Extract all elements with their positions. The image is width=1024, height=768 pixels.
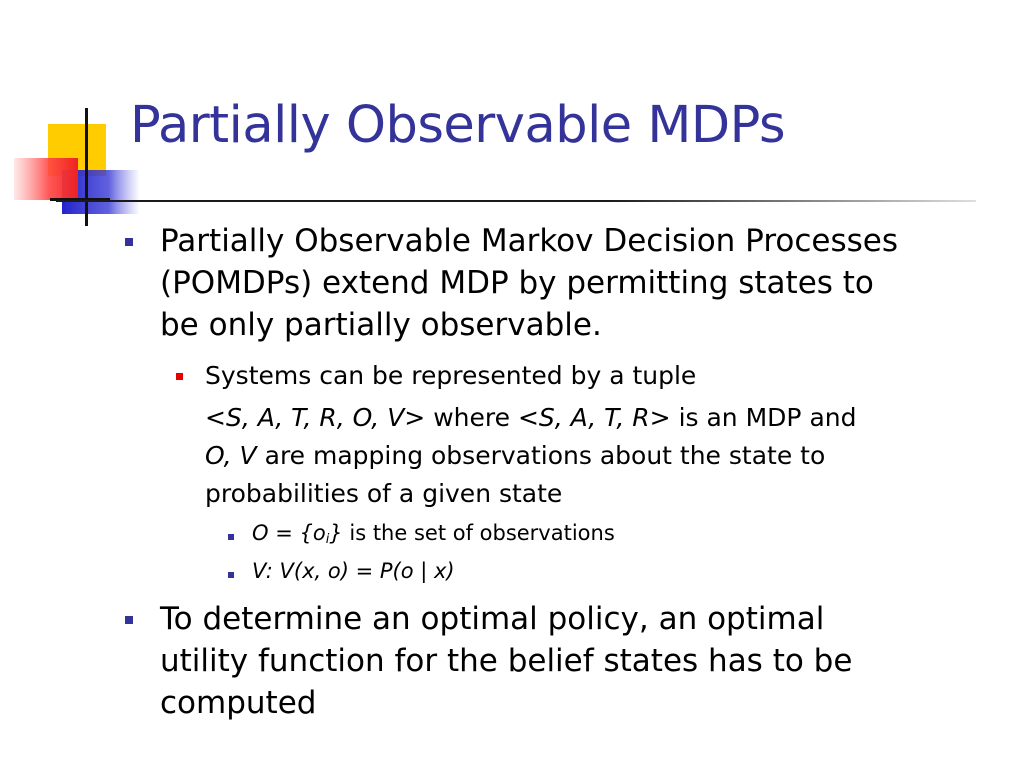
sub-bullet-1-line-3 xyxy=(205,436,825,476)
is-an-mdp-text: is an MDP and xyxy=(670,403,857,432)
observation-set-expression: $O = \{o_i\}$ xyxy=(252,521,343,547)
bullet-marker xyxy=(125,238,133,246)
slide-title: Partially Observable MDPs xyxy=(130,96,786,155)
sub-bullet-marker xyxy=(176,373,183,380)
bullet-1-line-1: Partially Observable Markov Decision Processes xyxy=(160,223,898,259)
bullet-2-line-2: utility function for the belief states has to be xyxy=(160,643,853,679)
title-underline xyxy=(56,200,976,202)
where-word: where xyxy=(425,403,518,432)
sub-sub-bullet-marker xyxy=(228,572,234,578)
mapping-text: are mapping observations about the state to xyxy=(256,441,826,470)
mdp-tuple-expression: <S, A, T, R> xyxy=(517,403,671,432)
ov-expression: O, V xyxy=(205,441,257,470)
observation-set-line xyxy=(252,515,615,551)
sub-bullet-1-line-2 xyxy=(205,398,856,438)
observation-function-expression: V: V(x, o) = P(o | x) xyxy=(252,559,455,583)
subscript-i: i xyxy=(325,532,330,547)
sub-bullet-1-line-1: Systems can be represented by a tuple xyxy=(205,361,697,390)
observation-set-description: is the set of observations xyxy=(342,521,615,545)
sub-bullet-1-line-4: probabilities of a given state xyxy=(205,479,563,508)
tuple-expression: <S, A, T, R, O, V> xyxy=(205,403,426,432)
bullet-2-line-1: To determine an optimal policy, an optimal xyxy=(160,601,825,637)
bullet-1-line-3: be only partially observable. xyxy=(160,307,602,343)
sub-sub-bullet-marker xyxy=(228,534,234,540)
bullet-2-line-3: computed xyxy=(160,685,317,721)
observation-function-line xyxy=(252,553,455,589)
bullet-marker xyxy=(125,616,133,624)
bullet-1-line-2: (POMDPs) extend MDP by permitting states to xyxy=(160,265,874,301)
template-logo-graphic xyxy=(0,100,140,230)
